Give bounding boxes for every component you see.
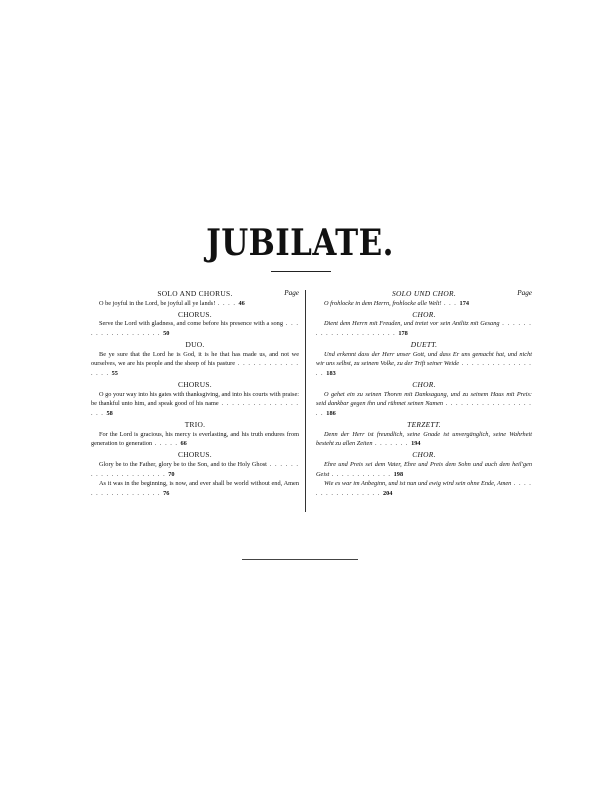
section-heading: CHOR. [412, 380, 436, 390]
section-page: 70 [168, 470, 175, 478]
page-label: Page [284, 289, 299, 297]
section-heading: TERZETT. [407, 420, 441, 430]
section-page: 178 [398, 329, 408, 337]
section-text: Und erkennt dass der Herr unser Gott, und dass Er uns gemacht hat, und nicht wir uns selbst, zu seinem Volke, zu der Trift seiner Weide . . . . . . . . . . . . . . . . 183 [316, 350, 533, 377]
section-text: Dient dem Herrn mit Freuden, und tretet vor sein Antlitz mit Gesang . . . . . . . . . . . . . . . . . . . . . . 178 [316, 320, 533, 337]
english-section [91, 420, 299, 449]
section-text: As it was in the beginning, is now, and ever shall be world without end, Amen . . . . . . . . . . . . . . 76 [91, 480, 299, 497]
section-text-body: O be joyful in the Lord, be joyful all ye lands! [99, 299, 216, 307]
section-page: 174 [459, 299, 469, 307]
english-section [91, 310, 299, 339]
section-text-body: Glory be to the Father, glory be to the Son, and to the Holy Ghost [99, 461, 267, 469]
section-text-body: O gehet ein zu seinen Thoren mit Danksagung, und zu seinem Haus mit Preis: seid dankbar gegen ihn und rühmet seinen Namen [316, 390, 532, 408]
section-page: 76 [163, 489, 170, 497]
section-page: 204 [382, 489, 393, 497]
english-section [91, 340, 299, 378]
section-page: 183 [326, 369, 336, 377]
page-title: JUBILATE. [206, 222, 394, 264]
section-page: 186 [326, 409, 336, 417]
section-text-body: Dient dem Herrn mit Freuden, und tretet vor sein Antlitz mit Gesang [324, 320, 500, 328]
english-column-header [91, 289, 299, 301]
section-heading: DUO. [185, 340, 205, 350]
german-section [316, 310, 532, 339]
german-section [316, 420, 532, 449]
section-text-body: Wie es war im Anbeginn, und ist nun und ewig wird sein ohne Ende, Amen [324, 480, 512, 488]
section-text: For the Lord is gracious, his mercy is everlasting, and his truth endures from generation to generation . . . . . 66 [91, 430, 299, 448]
section-text-body: Und erkennt dass der Herr unser Gott, und dass Er uns gemacht hat, und nicht wir uns selbst, zu seinem Volke, zu der Trift seiner Weide [316, 350, 532, 368]
column-divider [305, 290, 306, 512]
german-column-header [316, 289, 532, 301]
section-heading: DUETT. [410, 340, 438, 350]
section-text-body: Denn der Herr ist freundlich, seine Gnade ist unvergänglich, seine Wahrheit besteht zu allen Zeiten [316, 430, 532, 448]
section-text-body: O go your way into his gates with thanksgiving, and into his courts with praise: be thankful unto him, and speak good of his name [91, 390, 299, 408]
section-heading: CHORUS. [178, 380, 212, 390]
english-section [91, 450, 299, 498]
section-page: 194 [411, 440, 421, 448]
section-text-body: As it was in the beginning, is now, and ever shall be world without end, Amen [99, 480, 299, 488]
section-text: Denn der Herr ist freundlich, seine Gnade ist unvergänglich, seine Wahrheit besteht zu allen Zeiten . . . . . . . 194 [316, 430, 532, 448]
section-text-body: O frohlocke in dem Herrn, frohlocke alle Welt! [324, 299, 442, 307]
section-page: 66 [180, 440, 187, 448]
english-column [91, 289, 299, 500]
german-section [316, 380, 532, 418]
bottom-rule [242, 559, 358, 560]
section-page: 55 [111, 369, 118, 377]
section-heading: CHOR. [412, 450, 436, 460]
german-section [316, 340, 532, 378]
section-heading: CHOR. [412, 309, 436, 319]
english-section [91, 380, 299, 418]
page-label: Page [517, 289, 532, 297]
section-text-body: Be ye sure that the Lord he is God, it is he that has made us, and not we ourselves, we are his people and the sheep of his pasture [91, 350, 299, 368]
section-page: 46 [238, 299, 245, 307]
section-text: Glory be to the Father, glory be to the Son, and to the Holy Ghost . . . . . . . . . . . . . . . . . . . . . 70 [91, 461, 299, 478]
section-text-body: For the Lord is gracious, his mercy is everlasting, and his truth endures from generation to generation [91, 430, 299, 448]
section-text: Ehre und Preis sei dem Vater, Ehre und Preis dem Sohn und auch dem heil'gen Geist . . . . . . . . . . . . 198 [316, 461, 532, 478]
section-page: 58 [106, 409, 113, 417]
section-page: 198 [393, 470, 404, 478]
german-section [316, 450, 532, 498]
section-heading: CHORUS. [178, 450, 212, 460]
section-heading: SOLO AND CHORUS. [157, 289, 233, 298]
section-heading: CHORUS. [178, 309, 212, 319]
section-text: Be ye sure that the Lord he is God, it is he that has made us, and not we ourselves, we are his people and the sheep of his pasture . . . . . . . . . . . . . . . . 55 [91, 350, 299, 377]
german-column [316, 289, 532, 500]
section-heading: TRIO. [184, 420, 206, 430]
section-text: O go your way into his gates with thanksgiving, and into his courts with praise: be thankful unto him, and speak good of his name . . . . . . . . . . . . . . . . . . 58 [91, 390, 299, 417]
section-text: Wie es war im Anbeginn, und ist nun und ewig wird sein ohne Ende, Amen . . . . . . . . . . . . . . . . . 204 [316, 480, 533, 497]
title-rule [271, 271, 331, 272]
section-heading: SOLO UND CHOR. [392, 289, 456, 298]
section-text: Serve the Lord with gladness, and come before his presence with a song . . . . . . . . . . . . . . . . . 50 [91, 320, 299, 337]
section-text-body: Ehre und Preis sei dem Vater, Ehre und Preis dem Sohn und auch dem heil'gen Geist [316, 461, 532, 478]
section-page: 50 [163, 329, 170, 337]
section-text: O be joyful in the Lord, be joyful all ye lands! . . . . 46 [99, 299, 245, 307]
section-text: O gehet ein zu seinen Thoren mit Danksagung, und zu seinem Haus mit Preis: seid dankbar gegen ihn und rühmet seinen Namen . . . . . . . . . . . . . . . . . . . 186 [316, 390, 532, 417]
section-text: O frohlocke in dem Herrn, frohlocke alle Welt! . . . 174 [324, 299, 469, 307]
section-text-body: Serve the Lord with gladness, and come before his presence with a song [99, 320, 283, 328]
